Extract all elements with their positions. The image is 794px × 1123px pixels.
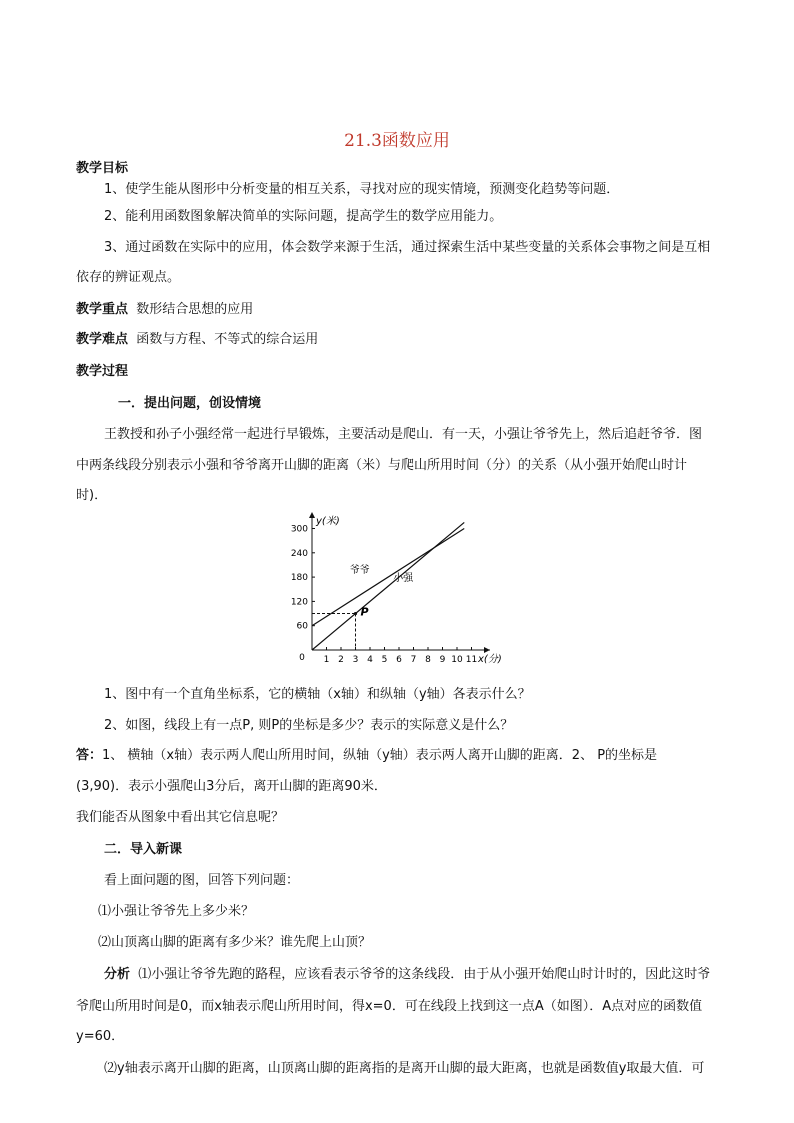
x-tick-label: 7: [410, 655, 417, 665]
analysis-line-3: y=60．: [76, 1029, 125, 1044]
analysis-line-2: 爷爬山所用时间是0，而x轴表示爬山所用时间，得x=0．可在线段上找到这一点A（如图）．A点对应的函数值: [76, 999, 703, 1014]
point-p: [354, 612, 357, 615]
answer-label: 答：: [76, 748, 103, 763]
section1-para-1: 王教授和孙子小强经常一起进行早锻炼，主要活动是爬山．有一天，小强让爷爷先上，然后追赶爷爷．图: [104, 427, 703, 442]
more-info: 我们能否从图象中看出其它信息呢？: [76, 810, 285, 825]
section2-heading: 二．导入新课: [104, 842, 183, 857]
section1-para-2: 中两条线段分别表示小强和爷爷离开山脚的距离（米）与爬山所用时间（分）的关系（从小强开始爬山时计: [76, 458, 688, 473]
x-tick-label: 9: [439, 655, 446, 665]
function-chart: [282, 508, 552, 670]
y-tick-label: 180: [290, 573, 308, 584]
page-title: 21.3函数应用: [344, 131, 450, 151]
y-axis-label: y(米): [316, 516, 340, 527]
section2-intro: 看上面问题的图，回答下列问题：: [104, 873, 300, 888]
x-tick-label: 6: [396, 655, 402, 665]
x-tick-label: 10: [451, 655, 463, 665]
x-tick-label: 2: [338, 655, 344, 665]
key-point-text: 数形结合思想的应用: [136, 302, 254, 317]
objective-2: 2、能利用函数图象解决简单的实际问题，提高学生的数学应用能力。: [104, 209, 503, 224]
x-axis-label: x(分): [478, 654, 502, 665]
series-line: [312, 529, 464, 626]
x-tick-label: 8: [425, 655, 431, 665]
y-tick-label: 300: [290, 524, 308, 535]
x-tick-label: 11: [465, 655, 478, 665]
difficulty-text: 函数与方程、不等式的综合运用: [136, 332, 319, 347]
point-p-label: P: [360, 605, 369, 619]
x-tick-label: 3: [352, 655, 359, 665]
x-tick-label: 5: [381, 655, 388, 665]
key-point: [76, 298, 253, 317]
x-tick-label: 4: [367, 655, 373, 665]
x-axis-arrow: [484, 647, 490, 653]
question-2: 2、如图，线段上有一点P, 则P的坐标是多少？表示的实际意义是什么？: [104, 718, 514, 733]
key-point-label: 教学重点: [76, 302, 129, 317]
section2-q2: ⑵山顶离山脚的距离有多少米？谁先爬上山顶？: [98, 935, 372, 950]
answer-line-2: (3,90)．表示小强爬山3分后，离开山脚的距离90米．: [76, 779, 387, 794]
objective-3-cont: 依存的辨证观点。: [76, 270, 181, 285]
objectives-heading: 教学目标: [76, 161, 129, 176]
y-axis-arrow: [309, 512, 315, 518]
answer-line-1: [76, 744, 657, 763]
objective-1: 1、使学生能从图形中分析变量的相互关系，寻找对应的现实情境，预测变化趋势等问题．: [104, 182, 620, 197]
difficulty-label: 教学难点: [76, 332, 129, 347]
y-tick-label: 60: [296, 621, 308, 632]
section2-q1: ⑴小强让爷爷先上多少米？: [98, 904, 255, 919]
answer-text-1: 1、 横轴（x轴）表示两人爬山所用时间，纵轴（y轴）表示两人离开山脚的距离．2、 P的坐标是: [102, 748, 658, 763]
y-tick-label: 240: [290, 548, 308, 559]
section1-para-3: 时)．: [76, 488, 108, 503]
analysis-text-1: ⑴小强让爷爷先跑的路程，应该看表示爷爷的这条线段．由于从小强开始爬山时计时的，因此这时爷: [138, 967, 711, 982]
x-tick-label: 1: [323, 655, 330, 665]
origin-label: 0: [299, 653, 305, 663]
objective-3: 3、通过函数在实际中的应用，体会数学来源于生活，通过探索生活中某些变量的关系体会事物之间是互相: [104, 240, 711, 255]
series-label: 小强: [393, 573, 414, 585]
section1-heading: 一．提出问题，创设情境: [118, 396, 262, 411]
analysis-line-4: ⑵y轴表示离开山脚的距离，山顶离山脚的距离指的是离开山脚的最大距离，也就是函数值y取最大值．可: [104, 1061, 705, 1076]
series-line: [312, 522, 464, 650]
analysis-label: 分析: [104, 967, 131, 982]
difficulty: [76, 328, 318, 347]
y-tick-label: 120: [290, 597, 308, 608]
question-1: 1、图中有一个直角坐标系，它的横轴（x轴）和纵轴（y轴）各表示什么？: [104, 687, 531, 702]
process-heading: 教学过程: [76, 364, 129, 379]
analysis-line-1: [104, 963, 710, 982]
series-label: 爷爷: [349, 565, 370, 577]
